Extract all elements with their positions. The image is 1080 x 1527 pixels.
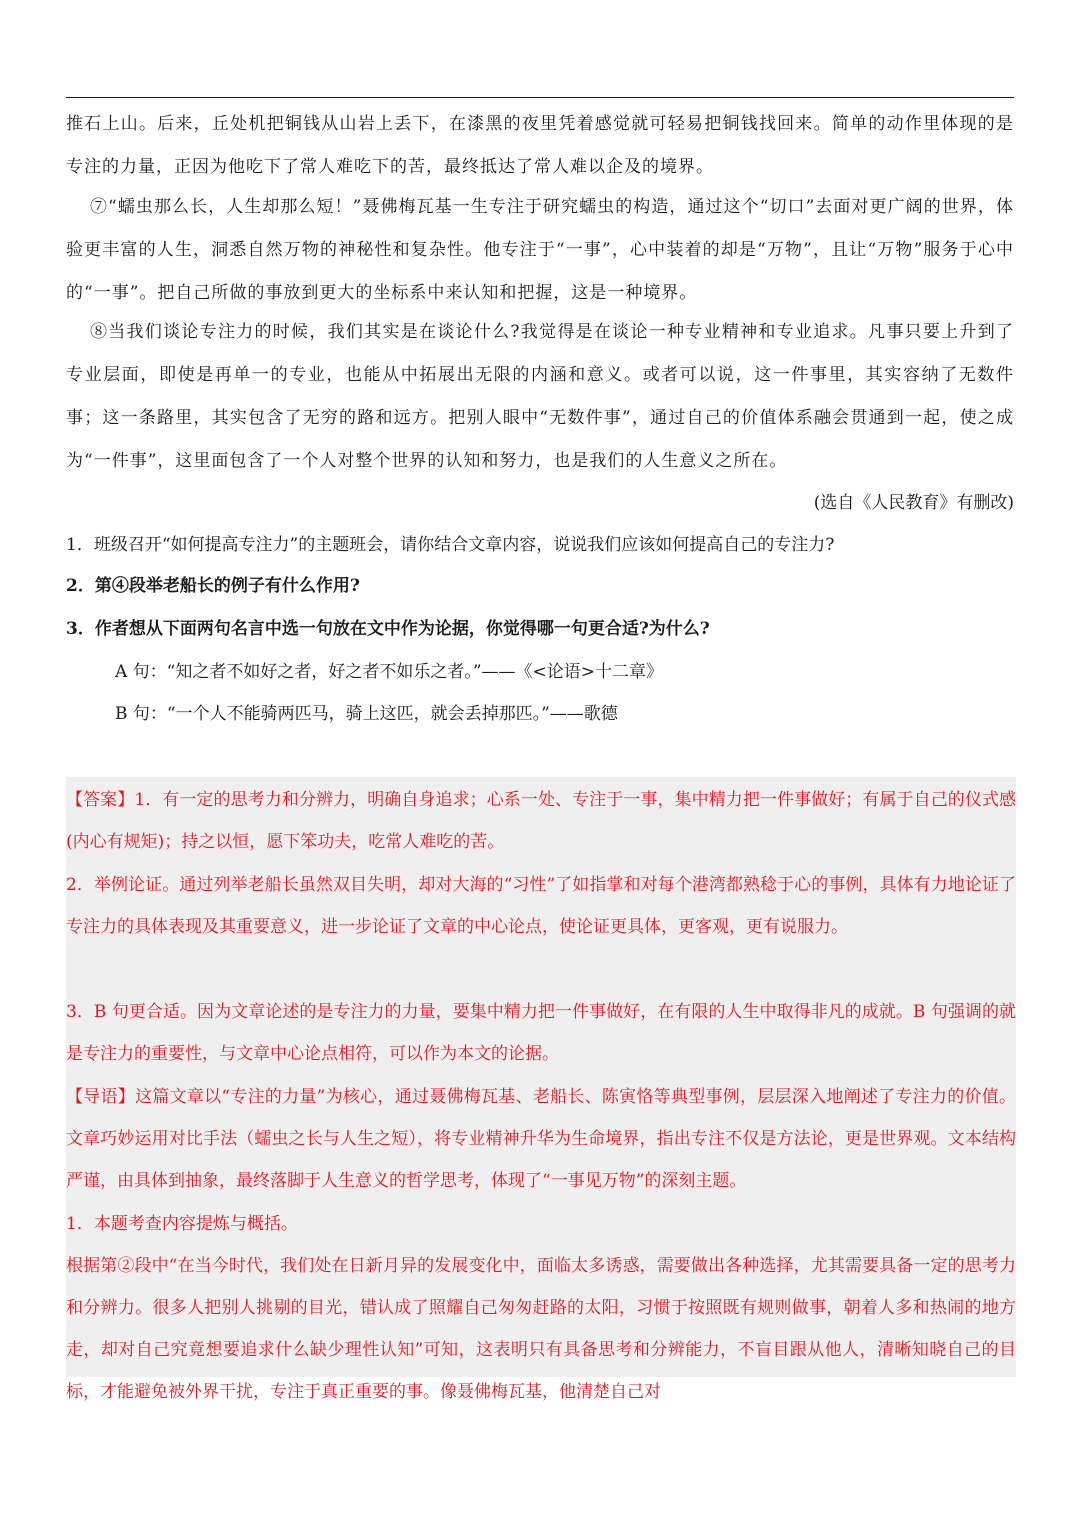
guide-text: 这篇文章以“专注的力量”为核心，通过聂佛梅瓦基、老船长、陈寅恪等典型事例，层层深入地阐述了专注力的价值。文章巧妙运用对比手法（蠕虫之长与人生之短），将专业精神升华为生命境界，指出专注不仅是方法论，更是世界观。文本结构严谨，由具体到抽象，最终落脚于人生意义的哲学思考，体现了“一事见万物”的深刻主题。 [66, 1087, 1016, 1191]
passage-paragraph-7: ⑦“蠕虫那么长，人生却那么短！”聂佛梅瓦基一生专注于研究蠕虫的构造，通过这个“切口”去面对更广阔的世界，体验更丰富的人生，洞悉自然万物的神秘性和复杂性。他专注于“一事”，心中装着的却是“万物”，且让“万物”服务于心中的“一事”。把自己所做的事放到更大的坐标系中来认知和把握，这是一种境界。 [66, 197, 1014, 303]
passage-paragraph-8: ⑧当我们谈论专注力的时候，我们其实是在谈论什么?我觉得是在谈论一种专业精神和专业追求。凡事只要上升到了专业层面，即使是再单一的专业，也能从中拓展出无限的内涵和意义。或者可以说，这一件事里，其实容纳了无数件事；这一条路里，其实包含了无穷的路和远方。把别人眼中“无数件事”，通过自己的价值体系融会贯通到一起，使之成为“一件事”，这里面包含了一个人对整个世界的认知和努力，也是我们的人生意义之所在。 [66, 322, 1014, 471]
answer-1-text: 1．有一定的思考力和分辨力，明确自身追求；心系一处、专注于一事，集中精力把一件事做好；有属于自己的仪式感(内心有规矩)；持之以恒，愿下笨功夫，吃常人难吃的苦。 [66, 790, 1016, 852]
answer-tag: 【答案】 [66, 790, 135, 810]
guide-paragraph [66, 1076, 1016, 1202]
option-a: A 句：“知之者不如好之者，好之者不如乐之者。”——《<论语>十二章》 [115, 662, 664, 682]
option-b: B 句：“一个人不能骑两匹马，骑上这匹，就会丢掉那匹。”——歌德 [115, 704, 618, 724]
answer-2: 2．举例论证。通过列举老船长虽然双目失明，却对大海的“习性”了如指掌和对每个港湾都熟稔于心的事例，具体有力地论证了专注力的具体表现及其重要意义，进一步论证了文章的中心论点，使论证更具体，更客观，更有说服力。 [66, 875, 1016, 937]
source-citation: (选自《人民教育》有删改) [813, 493, 1014, 513]
passage-paragraph-6-end: 推石上山。后来，丘处机把铜钱从山岩上丢下，在漆黑的夜里凭着感觉就可轻易把铜钱找回来。简单的动作里体现的是专注的力量，正因为他吃下了常人难吃下的苦，最终抵达了常人难以企及的境界。 [66, 114, 1014, 177]
question-1: 1．班级召开“如何提高专注力”的主题班会，请你结合文章内容，说说我们应该如何提高自己的专注力? [66, 535, 835, 555]
header-rule [66, 97, 1014, 98]
explanation-1-title: 1．本题考查内容提炼与概括。 [66, 1214, 298, 1234]
question-3: 3．作者想从下面两句名言中选一句放在文中作为论据，你觉得哪一句更合适?为什么? [66, 619, 710, 639]
answer-3: 3．B 句更合适。因为文章论述的是专注力的力量，要集中精力把一件事做好，在有限的人生中取得非凡的成就。B 句强调的就是专注力的重要性，与文章中心论点相符，可以作为本文的论据。 [66, 1002, 1016, 1064]
answer-1 [66, 779, 1016, 863]
question-2: 2．第④段举老船长的例子有什么作用? [66, 576, 360, 596]
explanation-1-text: 根据第②段中“在当今时代，我们处在日新月异的发展变化中，面临太多诱惑，需要做出各种选择，尤其需要具备一定的思考力和分辨力。很多人把别人挑剔的目光，错认成了照耀自己匆匆赶路的太阳，习惯于按照既有规则做事，朝着人多和热闹的地方走，却对自己究竟想要追求什么缺少理性认知”可知，这表明只有具备思考和分辨能力，不盲目跟从他人，清晰知晓自己的目标，才能避免被外界干扰，专注于真正重要的事。像聂佛梅瓦基，他清楚自己对 [66, 1256, 1016, 1402]
guide-tag: 【导语】 [66, 1087, 136, 1107]
